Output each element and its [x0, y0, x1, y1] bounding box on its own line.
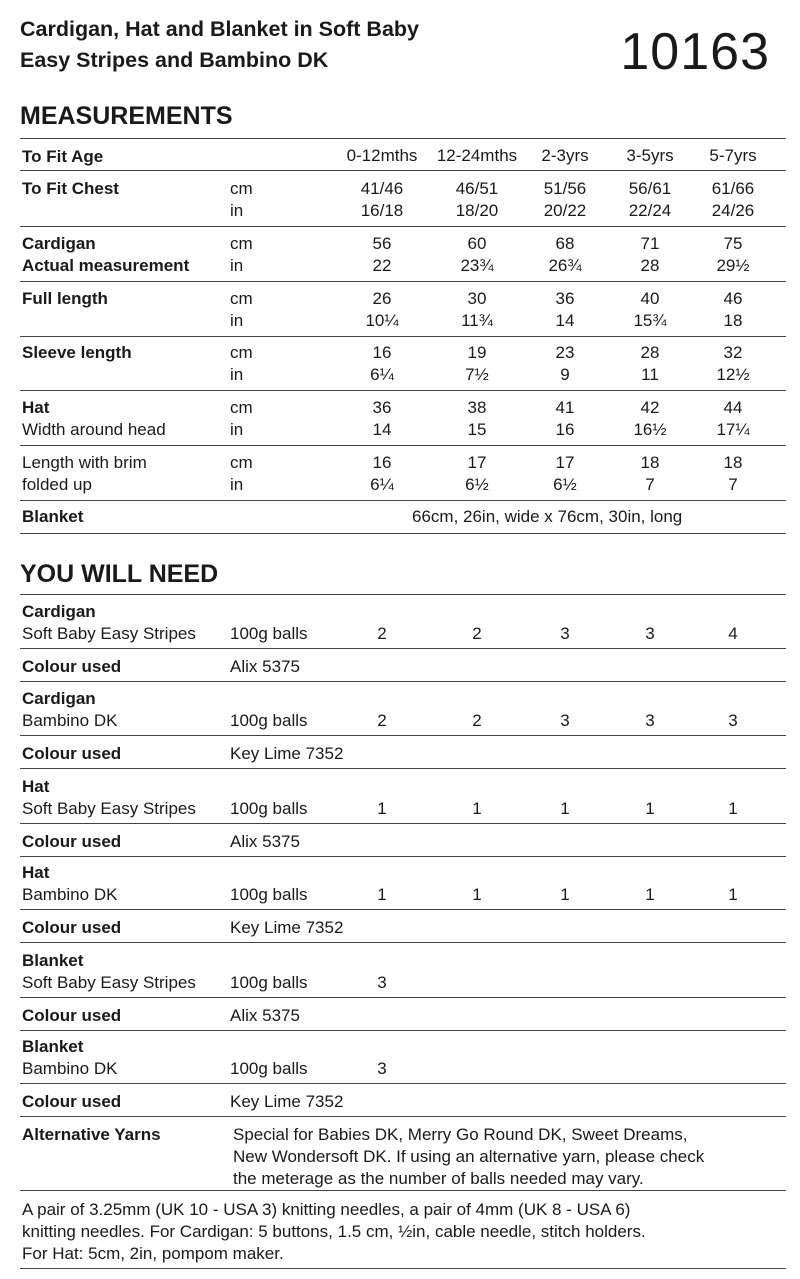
unit-in: in: [230, 311, 244, 330]
measurement-value-in: 15: [467, 420, 487, 439]
ball-quantity: 1: [728, 885, 738, 904]
measurement-value-in: 12½: [716, 365, 750, 384]
measurement-value-cm: 56: [372, 234, 392, 253]
measurement-value-in: 16: [555, 420, 575, 439]
measurement-value-in: 28: [640, 256, 660, 275]
yarn-unit: 100g balls: [230, 624, 308, 643]
measurement-value-cm: 36: [372, 398, 392, 417]
measurement-value-cm: 56/61: [628, 179, 672, 198]
ball-quantity: 3: [645, 624, 655, 643]
colour-used-label: Colour used: [22, 832, 122, 851]
ball-quantity: 1: [560, 885, 570, 904]
measurement-value-in: 23¾: [460, 256, 494, 275]
measurement-value-cm: 17: [555, 453, 575, 472]
measurement-value-in: 16½: [633, 420, 667, 439]
needles-text: For Hat: 5cm, 2in, pompom maker.: [22, 1244, 284, 1263]
alternative-yarns-text: New Wondersoft DK. If using an alternative yarn, please check: [233, 1147, 705, 1166]
measurement-value-cm: 30: [467, 289, 487, 308]
measurement-value-cm: 61/66: [711, 179, 755, 198]
ball-quantity: 1: [472, 885, 482, 904]
colour-used-label: Colour used: [22, 657, 122, 676]
yarn-name: Soft Baby Easy Stripes: [22, 624, 196, 643]
measurements-heading: MEASUREMENTS: [20, 102, 233, 130]
colour-name: Key Lime 7352: [230, 744, 344, 763]
measurement-value-cm: 68: [555, 234, 575, 253]
divider-line: [20, 170, 786, 171]
measurement-value-in: 18/20: [455, 201, 499, 220]
yarn-unit: 100g balls: [230, 1059, 308, 1078]
divider-line: [20, 1030, 786, 1031]
item-label: Hat: [22, 777, 50, 796]
measurement-row-label: Length with brim: [22, 453, 147, 472]
blanket-label: Blanket: [22, 507, 84, 526]
divider-line: [20, 823, 786, 824]
colour-name: Alix 5375: [230, 1006, 300, 1025]
measurement-value-cm: 41: [555, 398, 575, 417]
measurement-value-cm: 75: [723, 234, 743, 253]
divider-line: [20, 594, 786, 595]
measurement-row-sublabel: Actual measurement: [22, 256, 190, 275]
divider-line: [20, 681, 786, 682]
measurement-value-cm: 17: [467, 453, 487, 472]
pattern-number: 10163: [620, 23, 770, 81]
pattern-title-line2: Easy Stripes and Bambino DK: [20, 48, 329, 72]
measurement-row-sublabel: folded up: [22, 475, 92, 494]
divider-line: [20, 281, 786, 282]
yarn-name: Bambino DK: [22, 1059, 118, 1078]
age-column-header: 2-3yrs: [541, 146, 589, 165]
measurement-value-in: 18: [723, 311, 743, 330]
ball-quantity: 1: [472, 799, 482, 818]
divider-line: [20, 942, 786, 943]
divider-line: [20, 1190, 786, 1191]
measurement-value-cm: 46/51: [455, 179, 499, 198]
yarn-name: Bambino DK: [22, 711, 118, 730]
alternative-yarns-label: Alternative Yarns: [22, 1125, 161, 1144]
colour-used-label: Colour used: [22, 744, 122, 763]
you-will-need-heading: YOU WILL NEED: [20, 560, 219, 588]
divider-line: [20, 445, 786, 446]
measurement-value-cm: 41/46: [360, 179, 404, 198]
measurement-value-in: 14: [372, 420, 392, 439]
unit-cm: cm: [230, 343, 253, 362]
measurement-value-cm: 19: [467, 343, 487, 362]
ball-quantity: 1: [645, 885, 655, 904]
measurement-value-in: 14: [555, 311, 575, 330]
item-label: Hat: [22, 863, 50, 882]
pattern-title-line1: Cardigan, Hat and Blanket in Soft Baby: [20, 17, 419, 41]
colour-name: Key Lime 7352: [230, 1092, 344, 1111]
age-column-header: 3-5yrs: [626, 146, 674, 165]
unit-in: in: [230, 201, 244, 220]
yarn-name: Bambino DK: [22, 885, 118, 904]
divider-line: [20, 1268, 786, 1269]
measurement-value-cm: 32: [723, 343, 743, 362]
yarn-unit: 100g balls: [230, 885, 308, 904]
measurement-row-label: Sleeve length: [22, 343, 132, 362]
age-label: To Fit Age: [22, 147, 104, 166]
yarn-name: Soft Baby Easy Stripes: [22, 973, 196, 992]
unit-cm: cm: [230, 398, 253, 417]
age-column-header: 5-7yrs: [709, 146, 757, 165]
unit-in: in: [230, 475, 244, 494]
unit-in: in: [230, 256, 244, 275]
yarn-unit: 100g balls: [230, 973, 308, 992]
measurement-value-cm: 18: [640, 453, 660, 472]
item-label: Blanket: [22, 951, 84, 970]
measurement-value-in: 15¾: [633, 311, 667, 330]
measurement-value-in: 6¼: [370, 475, 394, 494]
colour-used-label: Colour used: [22, 1006, 122, 1025]
item-label: Cardigan: [22, 602, 96, 621]
measurement-value-in: 11¾: [461, 311, 493, 330]
measurement-value-in: 24/26: [711, 201, 755, 220]
measurement-value-cm: 60: [467, 234, 487, 253]
divider-line: [20, 1083, 786, 1084]
measurement-row-label: Full length: [22, 289, 108, 308]
measurement-value-in: 22: [372, 256, 392, 275]
yarn-name: Soft Baby Easy Stripes: [22, 799, 196, 818]
measurement-value-cm: 18: [723, 453, 743, 472]
divider-line: [20, 648, 786, 649]
unit-cm: cm: [230, 179, 253, 198]
ball-quantity: 4: [728, 624, 738, 643]
divider-line: [20, 997, 786, 998]
measurement-value-cm: 36: [555, 289, 575, 308]
ball-quantity: 1: [377, 799, 387, 818]
alternative-yarns-text: Special for Babies DK, Merry Go Round DK, Sweet Dreams,: [233, 1125, 688, 1144]
measurement-value-in: 17¼: [716, 420, 750, 439]
measurement-value-in: 16/18: [360, 201, 404, 220]
divider-line: [20, 226, 786, 227]
ball-quantity: 3: [728, 711, 738, 730]
measurement-value-in: 10¼: [365, 311, 399, 330]
ball-quantity: 1: [560, 799, 570, 818]
measurement-value-in: 22/24: [628, 201, 672, 220]
divider-line: [20, 856, 786, 857]
measurement-value-in: 26¾: [548, 256, 582, 275]
colour-used-label: Colour used: [22, 1092, 122, 1111]
ball-quantity: 3: [645, 711, 655, 730]
colour-name: Key Lime 7352: [230, 918, 344, 937]
age-column-header: 12-24mths: [436, 146, 518, 165]
unit-cm: cm: [230, 289, 253, 308]
measurement-row-sublabel: Width around head: [22, 420, 166, 439]
colour-name: Alix 5375: [230, 832, 300, 851]
ball-quantity: 2: [377, 711, 387, 730]
ball-quantity: 3: [560, 711, 570, 730]
measurement-value-cm: 16: [372, 343, 392, 362]
measurement-value-cm: 42: [640, 398, 660, 417]
measurement-value-in: 6½: [553, 475, 577, 494]
needles-text: A pair of 3.25mm (UK 10 - USA 3) knitting needles, a pair of 4mm (UK 8 - USA 6): [22, 1200, 631, 1219]
measurement-value-in: 6½: [465, 475, 489, 494]
measurement-value-cm: 26: [372, 289, 392, 308]
divider-line: [20, 336, 786, 337]
unit-in: in: [230, 365, 244, 384]
measurement-value-in: 6¼: [370, 365, 394, 384]
measurement-value-cm: 51/56: [543, 179, 587, 198]
measurement-value-cm: 40: [640, 289, 660, 308]
measurement-value-cm: 16: [372, 453, 392, 472]
age-column-header: 0-12mths: [346, 146, 418, 165]
ball-quantity: 2: [377, 624, 387, 643]
ball-quantity: 2: [472, 624, 482, 643]
item-label: Cardigan: [22, 689, 96, 708]
colour-name: Alix 5375: [230, 657, 300, 676]
ball-quantity: 1: [377, 885, 387, 904]
yarn-unit: 100g balls: [230, 711, 308, 730]
divider-line: [20, 735, 786, 736]
ball-quantity: 1: [728, 799, 738, 818]
item-label: Blanket: [22, 1037, 84, 1056]
measurement-value-in: 29½: [716, 256, 750, 275]
measurement-row-label: Hat: [22, 398, 50, 417]
divider-line: [20, 138, 786, 139]
divider-line: [20, 390, 786, 391]
ball-quantity: 3: [377, 973, 387, 992]
measurement-value-in: 20/22: [543, 201, 587, 220]
unit-cm: cm: [230, 453, 253, 472]
measurement-value-in: 7½: [465, 365, 489, 384]
measurement-value-cm: 44: [723, 398, 743, 417]
measurement-value-cm: 28: [640, 343, 660, 362]
measurement-value-cm: 38: [467, 398, 487, 417]
measurement-value-in: 7: [645, 475, 655, 494]
divider-line: [20, 500, 786, 501]
colour-used-label: Colour used: [22, 918, 122, 937]
needles-text: knitting needles. For Cardigan: 5 buttons, 1.5 cm, ½in, cable needle, stitch holders.: [22, 1222, 646, 1241]
ball-quantity: 1: [645, 799, 655, 818]
divider-line: [20, 533, 786, 534]
measurement-row-label: Cardigan: [22, 234, 96, 253]
ball-quantity: 3: [560, 624, 570, 643]
ball-quantity: 2: [472, 711, 482, 730]
measurement-value-in: 9: [560, 365, 570, 384]
measurement-value-in: 11: [641, 365, 659, 384]
measurement-value-cm: 46: [723, 289, 743, 308]
blanket-size: 66cm, 26in, wide x 76cm, 30in, long: [412, 507, 683, 526]
alternative-yarns-text: the meterage as the number of balls needed may vary.: [233, 1169, 644, 1188]
divider-line: [20, 909, 786, 910]
yarn-unit: 100g balls: [230, 799, 308, 818]
measurement-value-cm: 23: [555, 343, 575, 362]
measurement-value-cm: 71: [640, 234, 660, 253]
divider-line: [20, 1116, 786, 1117]
unit-cm: cm: [230, 234, 253, 253]
measurement-value-in: 7: [728, 475, 738, 494]
measurement-row-label: To Fit Chest: [22, 179, 119, 198]
unit-in: in: [230, 420, 244, 439]
divider-line: [20, 768, 786, 769]
ball-quantity: 3: [377, 1059, 387, 1078]
